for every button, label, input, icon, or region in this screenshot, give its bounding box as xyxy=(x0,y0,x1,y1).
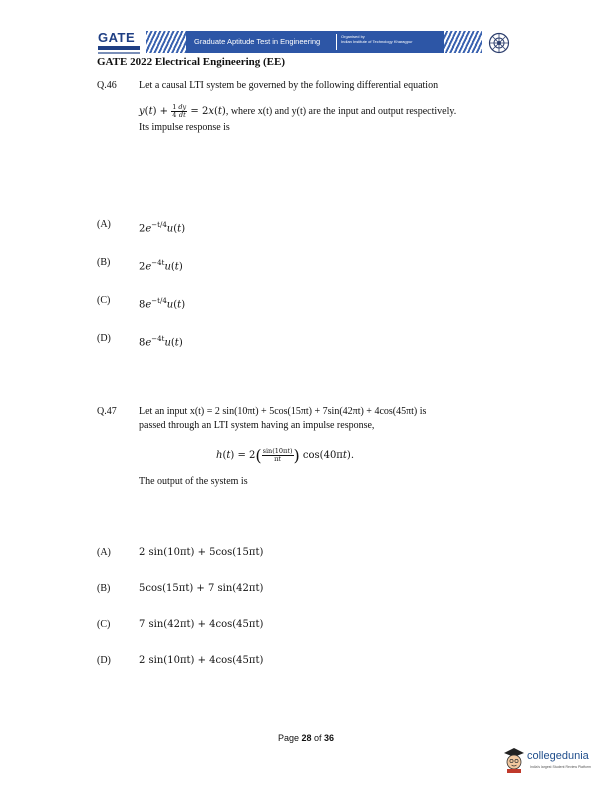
gate-logo: GATE xyxy=(98,30,136,45)
option-answer: 2 sin(10πt) + 5cos(15πt) xyxy=(139,547,264,558)
collegedunia-tagline: India's largest Student Review Platform xyxy=(530,765,591,769)
question-text-line2: passed through an LTI system having an impulse response, xyxy=(139,420,375,431)
iit-emblem-icon xyxy=(488,32,510,54)
question-text-line2: Its impulse response is xyxy=(139,122,230,133)
question-text: Let an input x(t) = 2 sin(10πt) + 5cos(15πt) + 7sin(42πt) + 4cos(45πt) is xyxy=(139,406,427,417)
gate-logo-bar-thin xyxy=(98,52,140,54)
question-number: Q.46 xyxy=(97,80,117,91)
option-answer: $8e^{-4t}u(t)$ xyxy=(139,335,183,349)
option-label: (A) xyxy=(97,547,111,558)
page-number: Page 28 of 36 xyxy=(277,733,335,743)
question-number: Q.47 xyxy=(97,406,117,417)
exam-title: GATE 2022 Electrical Engineering (EE) xyxy=(97,56,286,68)
option-label: (B) xyxy=(97,257,111,268)
banner-organiser: Organised by Indian Institute of Technology Kharagpur xyxy=(341,34,413,44)
option-label: (C) xyxy=(97,619,111,630)
option-label: (A) xyxy=(97,219,111,230)
option-answer: 5cos(15πt) + 7 sin(42πt) xyxy=(139,583,264,594)
option-answer: 7 sin(42πt) + 4cos(45πt) xyxy=(139,619,264,630)
banner-title: Graduate Aptitude Test in Engineering xyxy=(194,37,321,46)
impulse-response-equation: h(t) = 2( $\frac{\sin(10\pi t)}{\pi t}$ ) cos(40πt). xyxy=(216,446,355,465)
option-label: (B) xyxy=(97,583,111,594)
option-answer: $2e^{-4t}u(t)$ xyxy=(139,259,183,273)
gate-logo-bar xyxy=(98,46,140,50)
option-answer: $2e^{-t/4}u(t)$ xyxy=(139,221,186,235)
option-answer: $8e^{-t/4}u(t)$ xyxy=(139,297,186,311)
differential-equation: y(t) + $\frac{1}{4}$ $\frac{dy}{dt}$ = 2x(t), where x(t) and y(t) are the input and output respectively. xyxy=(139,103,457,119)
option-label: (C) xyxy=(97,295,111,306)
option-label: (D) xyxy=(97,655,111,666)
header-banner xyxy=(146,31,482,53)
collegedunia-mascot-icon xyxy=(502,747,526,773)
option-answer: 2 sin(10πt) + 4cos(45πt) xyxy=(139,655,264,666)
collegedunia-logo: collegedunia xyxy=(527,750,589,762)
question-text-line3: The output of the system is xyxy=(139,476,248,487)
question-text: Let a causal LTI system be governed by the following differential equation xyxy=(139,80,439,91)
option-label: (D) xyxy=(97,333,111,344)
